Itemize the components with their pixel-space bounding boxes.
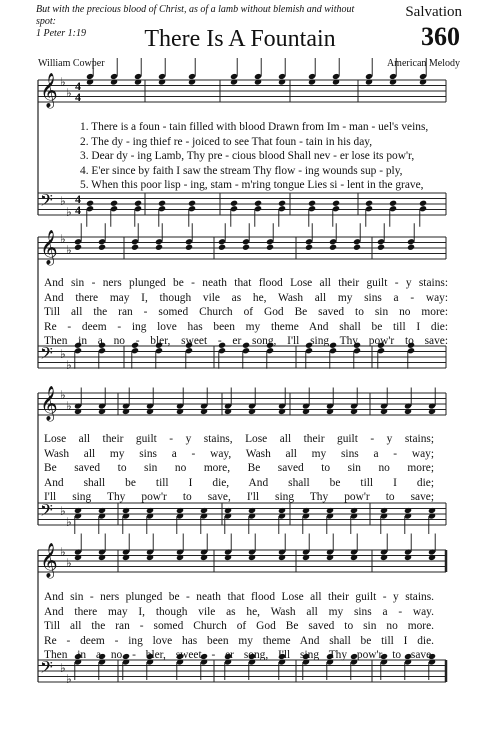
note-head — [266, 244, 274, 251]
note-head — [326, 408, 334, 415]
flat-sign: ♭ — [60, 347, 66, 361]
time-signature: 4 — [75, 79, 81, 93]
note-head — [404, 554, 412, 561]
note-head — [176, 507, 184, 514]
lyric-line: 1. There is a foun - tain filled with blood Drawn from Im - man - uel's veins, — [80, 121, 429, 133]
note-head — [110, 78, 118, 85]
lyric-line: Re - deem - ing love has been my theme And shall be till I die: — [44, 320, 448, 333]
time-signature: 4 — [75, 192, 81, 206]
note-head — [419, 78, 427, 85]
bass-clef: 𝄢 — [40, 500, 53, 524]
note-head — [158, 200, 166, 207]
note-head — [86, 200, 94, 207]
flat-sign: ♭ — [66, 515, 72, 529]
flat-sign: ♭ — [66, 672, 72, 686]
note-head — [122, 507, 130, 514]
note-head — [200, 507, 208, 514]
note-head — [98, 244, 106, 251]
lyric-line: Then in a no - bler, sweet - er song, I'll sing Thy pow'r to save. — [44, 649, 434, 661]
note-head — [131, 244, 139, 251]
note-head — [248, 507, 256, 514]
tune-credit: American Melody — [386, 58, 460, 69]
note-head — [404, 507, 412, 514]
note-head — [188, 78, 196, 85]
treble-clef: 𝄞 — [40, 543, 58, 578]
flat-sign: ♭ — [60, 545, 66, 559]
note-head — [224, 554, 232, 561]
note-head — [248, 554, 256, 561]
treble-clef: 𝄞 — [40, 386, 58, 421]
treble-clef: 𝄞 — [40, 230, 58, 265]
note-head — [365, 78, 373, 85]
lyric-line: I'll sing Thy pow'r to save, I'll sing Thy pow'r to save; — [44, 491, 434, 503]
note-head — [176, 554, 184, 561]
note-head — [350, 408, 358, 415]
note-head — [122, 554, 130, 561]
note-head — [380, 507, 388, 514]
note-head — [377, 244, 385, 251]
note-head — [278, 554, 286, 561]
lyric-line: Then in a no - bler, sweet - er song, I'll sing Thy pow'r to save: — [44, 335, 448, 347]
lyric-line: Be saved to sin no more, Be saved to sin no more; — [44, 462, 434, 474]
flat-sign: ♭ — [60, 388, 66, 402]
note-head — [308, 200, 316, 207]
note-head — [98, 507, 106, 514]
note-head — [305, 244, 313, 251]
time-signature: 4 — [75, 203, 81, 217]
note-head — [98, 554, 106, 561]
lyric-line: 4. E'er since by faith I saw the stream Thy flow - ing wounds sup - ply, — [80, 164, 403, 177]
lyric-line: And shall be till I die, And shall be till I die; — [44, 476, 434, 489]
hymn-title: There Is A Fountain — [144, 26, 336, 52]
note-head — [278, 507, 286, 514]
note-head — [242, 244, 250, 251]
lyrics-system-2 — [44, 276, 448, 349]
note-head — [329, 244, 337, 251]
note-head — [218, 244, 226, 251]
note-head — [98, 408, 106, 415]
note-head — [230, 78, 238, 85]
lyric-line: 3. Dear dy - ing Lamb, Thy pre - cious blood Shall nev - er lose its pow'r, — [80, 150, 415, 162]
note-head — [74, 244, 82, 251]
note-head — [389, 200, 397, 207]
lyric-line: 2. The dy - ing thief re - joiced to see That foun - tain in his day, — [80, 135, 373, 148]
note-head — [404, 408, 412, 415]
time-signature: 4 — [75, 90, 81, 104]
flat-sign: ♭ — [60, 504, 66, 518]
note-head — [74, 507, 82, 514]
note-head — [428, 408, 436, 415]
note-head — [146, 408, 154, 415]
lyric-line: Re - deem - ing love has been my theme And shall be till I die. — [44, 634, 434, 647]
note-head — [134, 78, 142, 85]
note-head — [428, 507, 436, 514]
note-head — [176, 408, 184, 415]
note-head — [419, 200, 427, 207]
note-head — [230, 200, 238, 207]
flat-sign: ♭ — [66, 556, 72, 570]
flat-sign: ♭ — [60, 75, 66, 89]
note-head — [365, 200, 373, 207]
note-head — [353, 244, 361, 251]
note-head — [248, 408, 256, 415]
note-head — [278, 408, 286, 415]
note-head — [326, 507, 334, 514]
hymn-category: Salvation — [405, 4, 462, 20]
note-head — [350, 507, 358, 514]
note-head — [278, 78, 286, 85]
bass-clef: 𝄢 — [40, 657, 53, 681]
note-head — [308, 78, 316, 85]
note-head — [200, 554, 208, 561]
lyric-line: And sin - ners plunged be - neath that flood Lose all their guilt - y stains. — [44, 591, 434, 603]
lyrics-system-4 — [44, 590, 434, 663]
flat-sign: ♭ — [66, 358, 72, 372]
lyrics-system-3 — [44, 432, 434, 505]
hymn-number: 360 — [421, 22, 460, 51]
lyric-line: Lose all their guilt - y stains, Lose all their guilt - y stains; — [44, 433, 434, 445]
flat-sign: ♭ — [60, 661, 66, 675]
note-head — [134, 200, 142, 207]
flat-sign: ♭ — [66, 399, 72, 413]
note-head — [332, 78, 340, 85]
bass-clef: 𝄢 — [40, 343, 53, 367]
note-head — [278, 200, 286, 207]
lyric-line: Till all the ran - somed Church of God Be saved to sin no more: — [44, 306, 448, 318]
note-head — [224, 408, 232, 415]
bass-clef: 𝄢 — [40, 190, 53, 214]
note-head — [188, 200, 196, 207]
flat-sign: ♭ — [60, 232, 66, 246]
note-head — [146, 554, 154, 561]
note-head — [407, 244, 415, 251]
treble-clef: 𝄞 — [40, 73, 58, 108]
note-head — [224, 507, 232, 514]
note-head — [326, 554, 334, 561]
note-head — [380, 554, 388, 561]
note-head — [146, 507, 154, 514]
note-head — [302, 554, 310, 561]
lyric-line: And there may I, though vile as he, Wash all my sins a - way. — [44, 605, 434, 618]
note-head — [302, 408, 310, 415]
note-head — [158, 78, 166, 85]
lyric-line: Wash all my sins a - way, Wash all my sins a - way; — [44, 447, 434, 460]
flat-sign: ♭ — [66, 205, 72, 219]
flat-sign: ♭ — [66, 86, 72, 100]
note-head — [389, 78, 397, 85]
flat-sign: ♭ — [60, 194, 66, 208]
note-head — [110, 200, 118, 207]
note-head — [254, 200, 262, 207]
note-head — [74, 554, 82, 561]
note-head — [380, 408, 388, 415]
note-head — [86, 78, 94, 85]
epigraph-reference: 1 Peter 1:19 — [36, 28, 86, 39]
lyric-line: 5. When this poor lisp - ing, stam - m'ring tongue Lies si - lent in the grave, — [80, 179, 424, 191]
note-head — [155, 244, 163, 251]
note-head — [254, 78, 262, 85]
note-head — [332, 200, 340, 207]
note-head — [200, 408, 208, 415]
note-head — [74, 408, 82, 415]
lyric-line: And sin - ners plunged be - neath that flood Lose all their guilt - y stains: — [44, 277, 448, 289]
lyric-line: And there may I, though vile as he, Wash all my sins a - way: — [44, 291, 448, 304]
note-head — [185, 244, 193, 251]
flat-sign: ♭ — [66, 243, 72, 257]
note-head — [350, 554, 358, 561]
note-head — [122, 408, 130, 415]
lyrics-system-1 — [80, 120, 460, 193]
note-head — [428, 554, 436, 561]
lyric-line: Till all the ran - somed Church of God Be saved to sin no more. — [44, 620, 434, 632]
author-credit: William Cowper — [38, 58, 105, 69]
note-head — [302, 507, 310, 514]
epigraph-text: But with the precious blood of Christ, as of a lamb without blemish and without spot: — [36, 4, 355, 27]
